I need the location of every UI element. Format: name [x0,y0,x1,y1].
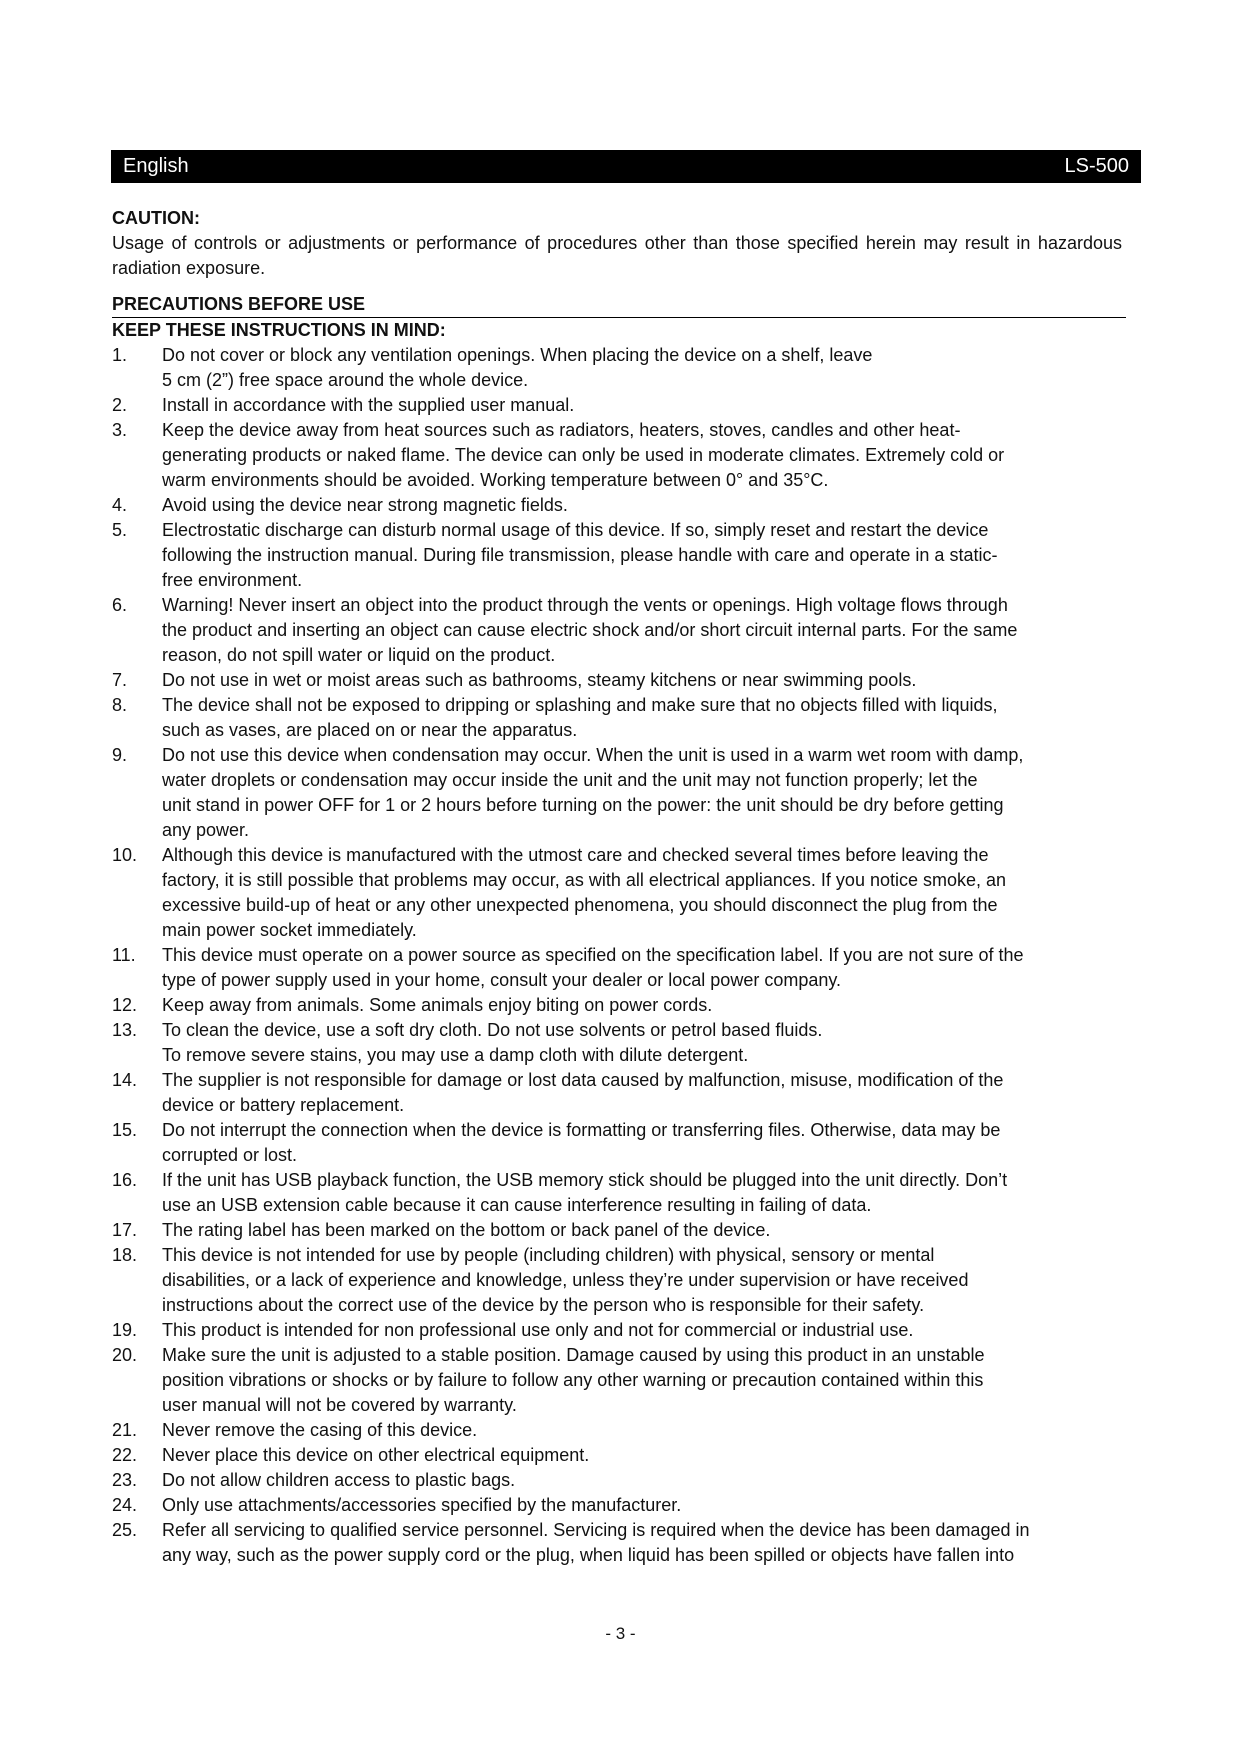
list-item-number: 3. [112,420,128,440]
list-item-text: Do not interrupt the connection when the device is formatting or transferring files. Otherwise, data may be corrupted or lost. [162,1120,1001,1165]
list-item [112,1343,1122,1418]
list-item [112,1243,1122,1318]
list-item [112,743,1122,843]
list-item-text: This product is intended for non professional use only and not for commercial or industrial use. [162,1320,914,1340]
model-label: LS-500 [1064,155,1129,177]
list-item-number: 15. [112,1120,138,1140]
list-item-text: This device is not intended for use by people (including children) with physical, sensory or mental disabilities, or a lack of experience and knowledge, unless they’re under supervision or have received instructions about the correct use of the device by the person who is responsible for their safety. [162,1245,969,1315]
list-item-text: Do not use in wet or moist areas such as bathrooms, steamy kitchens or near swimming pools. [162,670,917,690]
caution-text: Usage of controls or adjustments or performance of procedures other than those specified herein may result in hazardous radiation exposure. [112,233,1122,278]
list-item [112,343,1122,393]
list-item [112,1118,1122,1168]
list-item-number: 18. [112,1245,138,1265]
list-item-text: Do not cover or block any ventilation openings. When placing the device on a shelf, leave 5 cm (2”) free space around the whole device. [162,345,873,390]
list-item-number: 6. [112,595,128,615]
list-item-number: 10. [112,845,138,865]
language-label: English [123,155,189,177]
list-item-text: To clean the device, use a soft dry cloth. Do not use solvents or petrol based fluids. To remove severe stains, you may use a damp cloth with dilute detergent. [162,1020,823,1065]
list-item-text: If the unit has USB playback function, the USB memory stick should be plugged into the unit directly. Don’t use an USB extension cable because it can cause interference resulting in failing of data. [162,1170,1008,1215]
list-item [112,418,1122,493]
list-item-text: Do not allow children access to plastic bags. [162,1470,516,1490]
list-item-number: 25. [112,1520,138,1540]
list-item-text: The rating label has been marked on the bottom or back panel of the device. [162,1220,771,1240]
list-item-number: 19. [112,1320,138,1340]
list-item-number: 23. [112,1470,138,1490]
list-item-number: 2. [112,395,128,415]
list-item-number: 20. [112,1345,138,1365]
list-item-number: 13. [112,1020,138,1040]
list-item-text: Avoid using the device near strong magnetic fields. [162,495,568,515]
list-item [112,1018,1122,1068]
list-item [112,1418,1122,1443]
list-item [112,1068,1122,1118]
list-item [112,1468,1122,1493]
list-item-number: 22. [112,1445,138,1465]
list-item [112,1318,1122,1343]
list-item-number: 1. [112,345,128,365]
list-item-number: 8. [112,695,128,715]
list-item [112,693,1122,743]
caution-heading: CAUTION: [112,208,200,228]
instructions-subheading: KEEP THESE INSTRUCTIONS IN MIND: [112,320,446,340]
list-item [112,493,1122,518]
list-item-number: 5. [112,520,128,540]
list-item-number: 24. [112,1495,138,1515]
list-item-text: Refer all servicing to qualified service personnel. Servicing is required when the device has been damaged in any way, such as the power supply cord or the plug, when liquid has been spilled or objects have fallen into [162,1520,1030,1565]
list-item [112,668,1122,693]
list-item-text: Do not use this device when condensation may occur. When the unit is used in a warm wet room with damp, water droplets or condensation may occur inside the unit and the unit may not function properly; let the unit stand in power OFF for 1 or 2 hours before turning on the power: the unit should be dry before getting any power. [162,745,1024,840]
page-content [112,206,1122,1568]
list-item-number: 7. [112,670,128,690]
list-item-text: Never remove the casing of this device. [162,1420,478,1440]
list-item [112,1443,1122,1468]
precautions-heading: PRECAUTIONS BEFORE USE [112,292,1126,318]
list-item [112,1218,1122,1243]
list-item-text: Although this device is manufactured with the utmost care and checked several times before leaving the factory, it is still possible that problems may occur, as with all electrical appliances. If you notice smoke, an excessive build-up of heat or any other unexpected phenomena, you should disconnect the plug from the main power socket immediately. [162,845,1007,940]
list-item [112,943,1122,993]
list-item [112,1493,1122,1518]
list-item-text: Make sure the unit is adjusted to a stable position. Damage caused by using this product in an unstable position vibrations or shocks or by failure to follow any other warning or precaution contained within this user manual will not be covered by warranty. [162,1345,985,1415]
list-item [112,843,1122,943]
list-item-text: Electrostatic discharge can disturb normal usage of this device. If so, simply reset and restart the device following the instruction manual. During file transmission, please handle with care and operate in a static- free environment. [162,520,998,590]
list-item-text: The device shall not be exposed to dripping or splashing and make sure that no objects filled with liquids, such as vases, are placed on or near the apparatus. [162,695,998,740]
list-item-text: The supplier is not responsible for damage or lost data caused by malfunction, misuse, modification of the device or battery replacement. [162,1070,1004,1115]
list-item [112,1518,1122,1568]
list-item [112,993,1122,1018]
list-item-text: Keep away from animals. Some animals enjoy biting on power cords. [162,995,713,1015]
list-item-text: Never place this device on other electrical equipment. [162,1445,590,1465]
list-item [112,1168,1122,1218]
precautions-list [112,343,1122,1568]
list-item [112,393,1122,418]
page-number: - 3 - [605,1624,636,1643]
list-item-text: Keep the device away from heat sources such as radiators, heaters, stoves, candles and other heat- generating products or naked flame. The device can only be used in moderate climates. Extremely cold or warm environments should be avoided. Working temperature between 0° and 35°C. [162,420,1005,490]
list-item-number: 17. [112,1220,138,1240]
list-item-number: 16. [112,1170,138,1190]
list-item-number: 11. [112,945,136,965]
list-item-number: 12. [112,995,138,1015]
list-item [112,593,1122,668]
list-item-text: Install in accordance with the supplied user manual. [162,395,575,415]
list-item-number: 14. [112,1070,138,1090]
list-item-text: This device must operate on a power source as specified on the specification label. If you are not sure of the type of power supply used in your home, consult your dealer or local power company. [162,945,1024,990]
header-bar [111,150,1141,183]
list-item-number: 9. [112,745,128,765]
list-item [112,518,1122,593]
list-item-number: 4. [112,495,128,515]
list-item-text: Warning! Never insert an object into the product through the vents or openings. High voltage flows through the product and inserting an object can cause electric shock and/or short circuit internal parts. For the same reason, do not spill water or liquid on the product. [162,595,1018,665]
list-item-text: Only use attachments/accessories specified by the manufacturer. [162,1495,682,1515]
list-item-number: 21. [112,1420,138,1440]
